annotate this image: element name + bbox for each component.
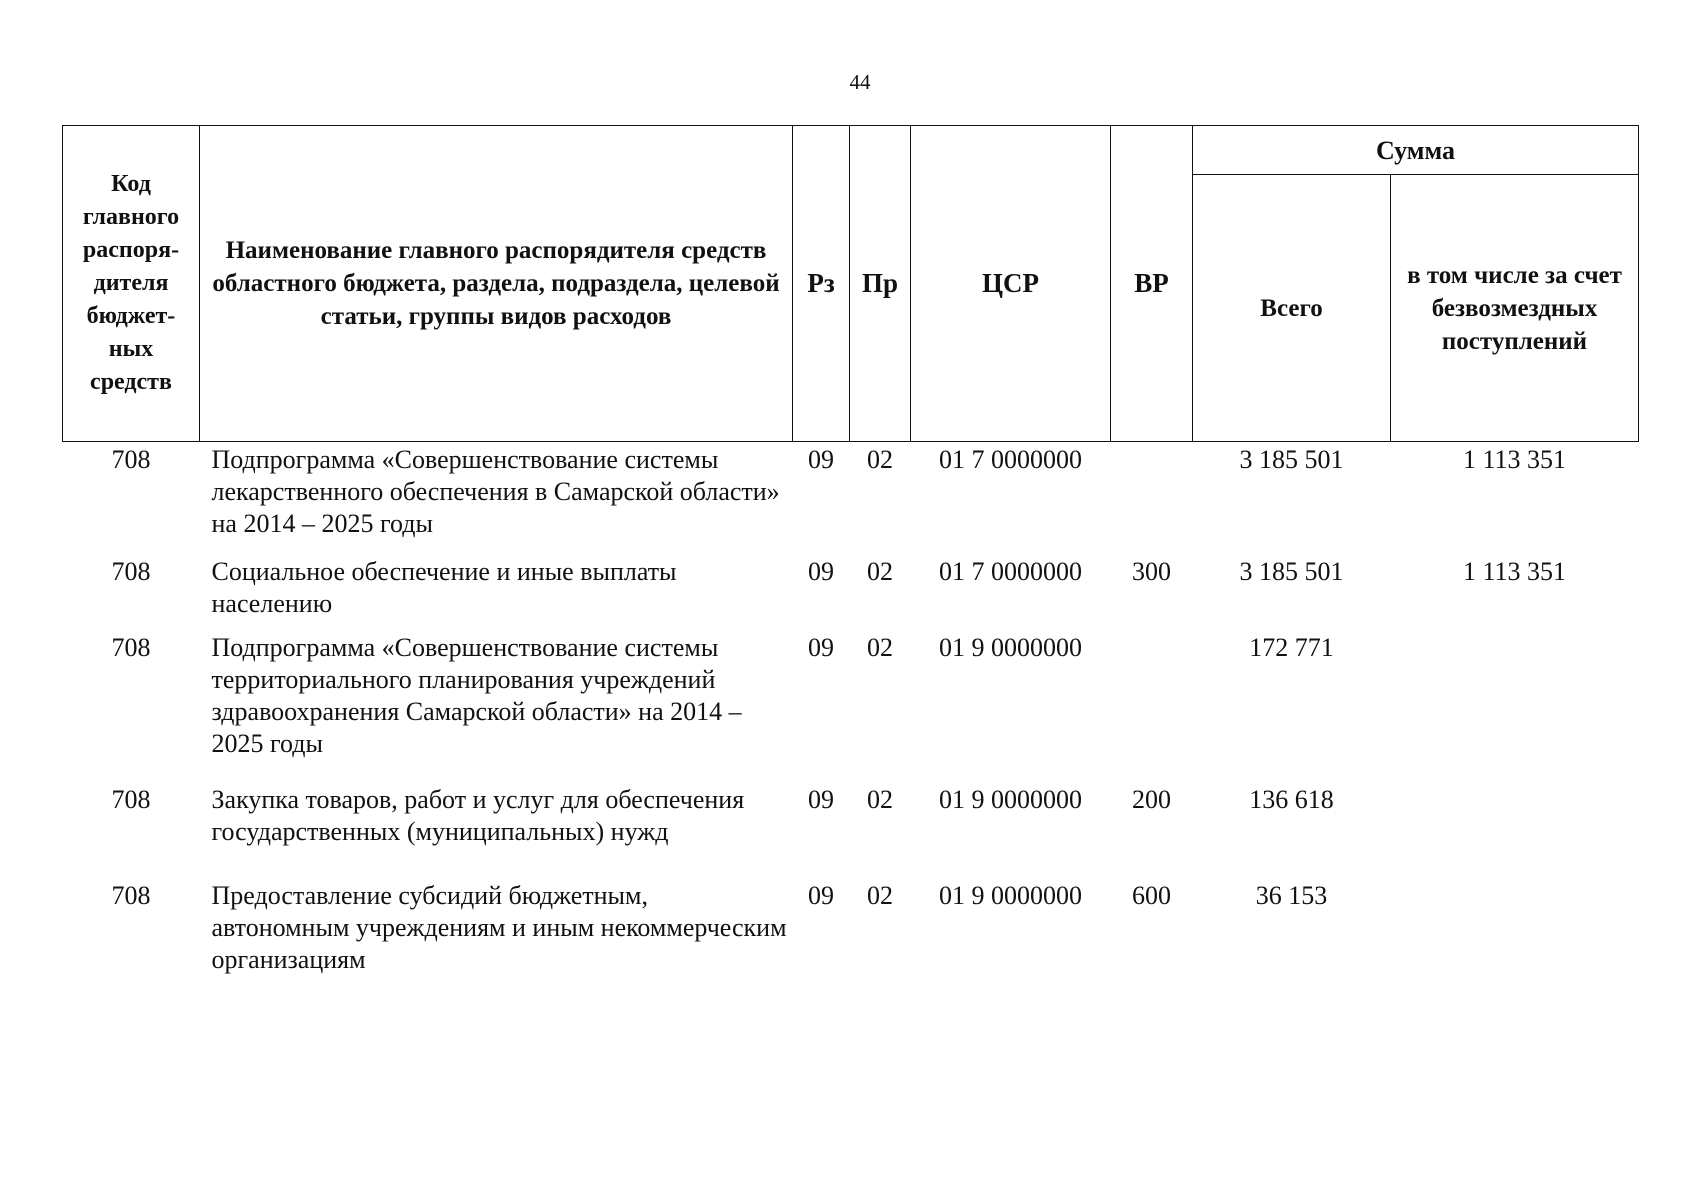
header-name: Наименование главного распорядителя средств областного бюджета, раздела, подраздела, целевой статьи, группы видов расходов bbox=[200, 126, 793, 442]
cell-rz: 09 bbox=[808, 881, 834, 910]
cell-csr: 01 9 0000000 bbox=[939, 633, 1082, 662]
table-row bbox=[63, 784, 1639, 880]
cell-code: 708 bbox=[111, 557, 151, 586]
cell-csr: 01 9 0000000 bbox=[939, 785, 1082, 814]
header-pr: Пр bbox=[850, 126, 911, 442]
header-total: Всего bbox=[1193, 175, 1391, 442]
cell-csr: 01 7 0000000 bbox=[939, 557, 1082, 586]
cell-vr: 200 bbox=[1132, 785, 1171, 814]
cell-code: 708 bbox=[111, 881, 151, 910]
cell-gratuitous bbox=[1391, 784, 1639, 880]
cell-name: Подпрограмма «Совершенствование системы лекарственного обеспечения в Самарской области» на 2014 – 2025 годы bbox=[211, 445, 780, 538]
cell-code: 708 bbox=[111, 633, 151, 662]
cell-csr: 01 9 0000000 bbox=[939, 881, 1082, 910]
cell-total: 136 618 bbox=[1249, 785, 1334, 814]
cell-rz: 09 bbox=[808, 557, 834, 586]
cell-pr: 02 bbox=[867, 785, 893, 814]
header-rz: Рз bbox=[793, 126, 850, 442]
cell-name: Подпрограмма «Совершенствование системы территориального планирования учреждений здравоохранения Самарской области» на 2014 – 2025 годы bbox=[211, 633, 742, 758]
cell-code: 708 bbox=[111, 445, 151, 474]
cell-name: Социальное обеспечение и иные выплаты населению bbox=[211, 557, 677, 618]
cell-total: 3 185 501 bbox=[1239, 557, 1344, 586]
cell-vr bbox=[1111, 632, 1193, 784]
table-row bbox=[63, 556, 1639, 632]
header-code: Код главного распоря-дителя бюджет-ных средств bbox=[63, 126, 200, 442]
table-row bbox=[63, 880, 1639, 980]
cell-pr: 02 bbox=[867, 633, 893, 662]
cell-vr: 300 bbox=[1132, 557, 1171, 586]
header-gratuitous: в том числе за счет безвозмездных поступлений bbox=[1391, 175, 1639, 442]
cell-name: Закупка товаров, работ и услуг для обеспечения государственных (муниципальных) нужд bbox=[211, 785, 745, 846]
cell-csr: 01 7 0000000 bbox=[939, 445, 1082, 474]
header-sum: Сумма bbox=[1193, 126, 1639, 175]
cell-rz: 09 bbox=[808, 785, 834, 814]
cell-pr: 02 bbox=[867, 445, 893, 474]
cell-gratuitous bbox=[1391, 880, 1639, 980]
table-row bbox=[63, 632, 1639, 784]
header-vr: ВР bbox=[1111, 126, 1193, 442]
cell-gratuitous: 1 113 351 bbox=[1462, 445, 1567, 474]
cell-rz: 09 bbox=[808, 633, 834, 662]
cell-name: Предоставление субсидий бюджетным, автономным учреждениям и иным некоммерческим организациям bbox=[211, 881, 787, 974]
header-csr: ЦСР bbox=[911, 126, 1111, 442]
cell-total: 36 153 bbox=[1255, 881, 1328, 910]
cell-gratuitous bbox=[1391, 632, 1639, 784]
cell-total: 3 185 501 bbox=[1239, 445, 1344, 474]
cell-rz: 09 bbox=[808, 445, 834, 474]
cell-vr bbox=[1111, 442, 1193, 557]
cell-gratuitous: 1 113 351 bbox=[1462, 557, 1567, 586]
page-number: 44 bbox=[849, 70, 871, 94]
cell-pr: 02 bbox=[867, 881, 893, 910]
cell-pr: 02 bbox=[867, 557, 893, 586]
cell-total: 172 771 bbox=[1249, 633, 1334, 662]
cell-vr: 600 bbox=[1132, 881, 1171, 910]
table-row bbox=[63, 442, 1639, 557]
budget-table bbox=[62, 125, 1639, 980]
cell-code: 708 bbox=[111, 785, 151, 814]
